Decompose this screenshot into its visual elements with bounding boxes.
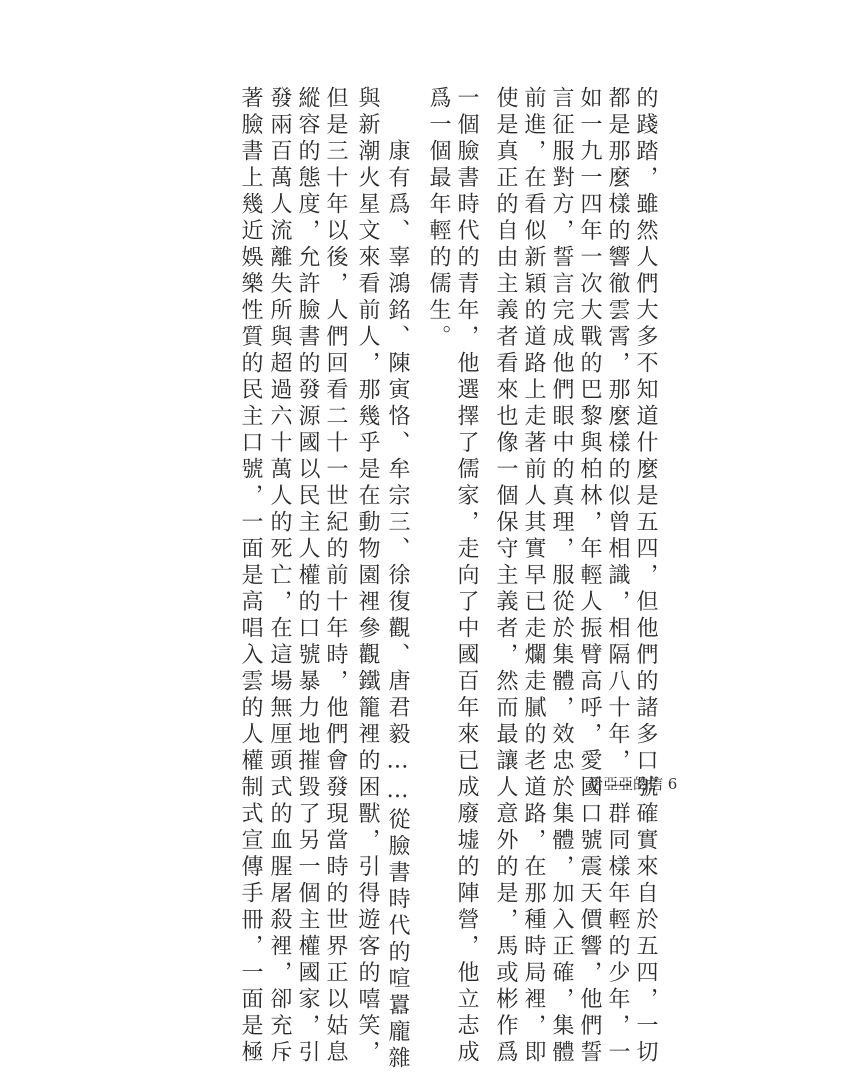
text-column-13: 發兩百萬人流離失所與超過六十萬人的死亡，在這場無厘頭式的血腥屠殺裡，卻充斥 — [267, 86, 292, 1067]
text-column-6: 使是真正的自由主義者看來也像一個保守主義者，然而最讓人意外的是，馬或彬作爲 — [493, 86, 518, 1067]
text-column-4: 言征服對方，誓言完成他們眼中的真理，服從於集體，效忠於集體，加入正確，集體 — [549, 86, 574, 1067]
text-column-14: 著臉書上幾近娛樂性質的民主口號，一面是高唱入雲的人權制式宣傳手冊，一面是極 — [238, 86, 263, 1067]
text-column-11: 但是三十年以後，人們回看二十一世紀的前十年時，他們會發現當時的世界正以姑息 — [323, 86, 348, 1067]
text-column-12: 縱容的態度，允許臉書的發源國以民主人權的口號暴力地摧毀了另一個主權國家，引 — [295, 86, 320, 1067]
text-column-10: 與新潮火星文來看前人，那幾乎是在動物園裡參觀鐵籠裡的困獸，引得遊客的嘻笑， — [355, 86, 380, 1067]
text-column-1: 的踐踏，雖然人們大多不知道什麼是五四，但他們的諸多口號確實來自於五四，一切 — [633, 86, 658, 1067]
text-column-7: 一個臉書時代的青年，他選擇了儒家，走向了中國百年來已成廢墟的陣營，他立志成 — [454, 86, 479, 1067]
text-column-5: 前進，在看似新穎的道路上走著前人其實早已走爛走膩的老道路，在那種時局裡，即 — [521, 86, 546, 1067]
text-column-3: 如一九一四年一次大戰的巴黎與柏林，年輕人振臂高呼，愛國口號震天價響，他們誓 — [577, 86, 602, 1067]
running-footer-page-number: 給亞亞的信 6 — [588, 775, 678, 793]
text-column-8: 爲一個最年輕的儒生。 — [426, 86, 451, 351]
text-column-2: 都是那麼樣的響徹雲霄，那麼樣的似曾相識，相隔八十年，一群同樣年輕的少年，一 — [605, 86, 630, 1067]
paragraph-start-column: 康有爲、辜鴻銘、陳寅恪、牟宗三、徐復觀、唐君毅……從臉書時代的喧囂龐雜 — [385, 139, 410, 1073]
